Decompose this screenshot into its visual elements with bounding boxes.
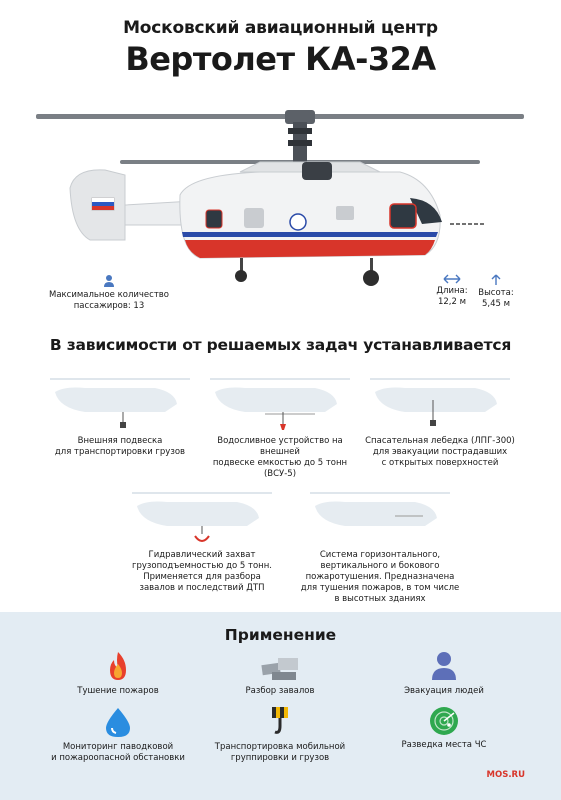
- usage-label: Разбор завалов: [245, 686, 315, 696]
- crane-hook-icon: [266, 706, 294, 738]
- usage-section: [0, 612, 561, 800]
- length-value: 12,2 м: [437, 297, 467, 307]
- helicopter-bucket-icon: [205, 372, 355, 432]
- variant-caption: Водосливное устройство на внешней подвеске емкостью до 5 тонн (ВСУ-5): [212, 436, 348, 479]
- height-label: Высота:: [478, 288, 514, 298]
- usage-item-transport: [190, 706, 370, 764]
- length-label: Длина:: [436, 286, 468, 296]
- variant-caption: Система горизонтального, вертикального и бокового пожаротушения. Предназначена для тушения пожаров, в том числе в высотных зданиях: [300, 550, 460, 604]
- radar-icon: [429, 706, 459, 736]
- variant-fire-system: [290, 486, 470, 605]
- variant-external-sling: [40, 372, 200, 458]
- usage-label: Мониторинг паводковой и пожароопасной обстановки: [51, 742, 185, 763]
- length-stat: [430, 274, 474, 308]
- helicopter-winch-icon: [365, 372, 515, 432]
- helicopter-illustration: [30, 100, 530, 300]
- brand-logo[interactable]: MOS.RU: [486, 770, 525, 780]
- usage-title: Применение: [224, 626, 337, 644]
- passenger-text: Максимальное количество пассажиров: 13: [48, 290, 169, 311]
- page-title: Вертолет КА-32А: [125, 40, 436, 78]
- vertical-arrow-icon: [491, 274, 501, 286]
- usage-item-evacuation: [354, 650, 534, 697]
- page-subtitle: Московский авиационный центр: [123, 18, 438, 38]
- height-stat: [474, 274, 518, 310]
- usage-item-firefighting: [28, 650, 208, 697]
- usage-label: Транспортировка мобильной группировки и грузов: [214, 742, 346, 763]
- height-value: 5,45 м: [481, 299, 511, 309]
- person-icon: [103, 274, 115, 288]
- usage-label: Разведка места ЧС: [401, 740, 487, 750]
- helicopter-grab-icon: [127, 486, 277, 546]
- usage-item-monitoring: [28, 706, 208, 764]
- section-title: В зависимости от решаемых задач устанавливается: [49, 336, 512, 354]
- passenger-stat: [44, 274, 174, 312]
- usage-item-recon: [354, 706, 534, 751]
- variant-caption: Спасательная лебедка (ЛПГ-300) для эвакуации пострадавших с открытых поверхностей: [365, 436, 515, 468]
- usage-label: Эвакуация людей: [404, 686, 484, 696]
- variant-water-bucket: [200, 372, 360, 480]
- helicopter-fire-system-icon: [305, 486, 455, 546]
- variant-caption: Гидравлический захват грузоподъемностью до 5 тонн. Применяется для разбора завалов и последствий ДТП: [131, 550, 272, 593]
- variant-caption: Внешняя подвеска для транспортировки грузов: [54, 436, 186, 457]
- variant-rescue-winch: [360, 372, 520, 469]
- fire-icon: [104, 650, 132, 682]
- water-drop-icon: [104, 706, 132, 738]
- person-icon: [430, 650, 458, 682]
- helicopter-sling-icon: [45, 372, 195, 432]
- header: [0, 18, 561, 78]
- usage-item-debris: [190, 650, 370, 697]
- variant-hydraulic-grab: [112, 486, 292, 594]
- usage-label: Тушение пожаров: [77, 686, 159, 696]
- horizontal-arrow-icon: [443, 274, 461, 284]
- debris-icon: [258, 650, 302, 682]
